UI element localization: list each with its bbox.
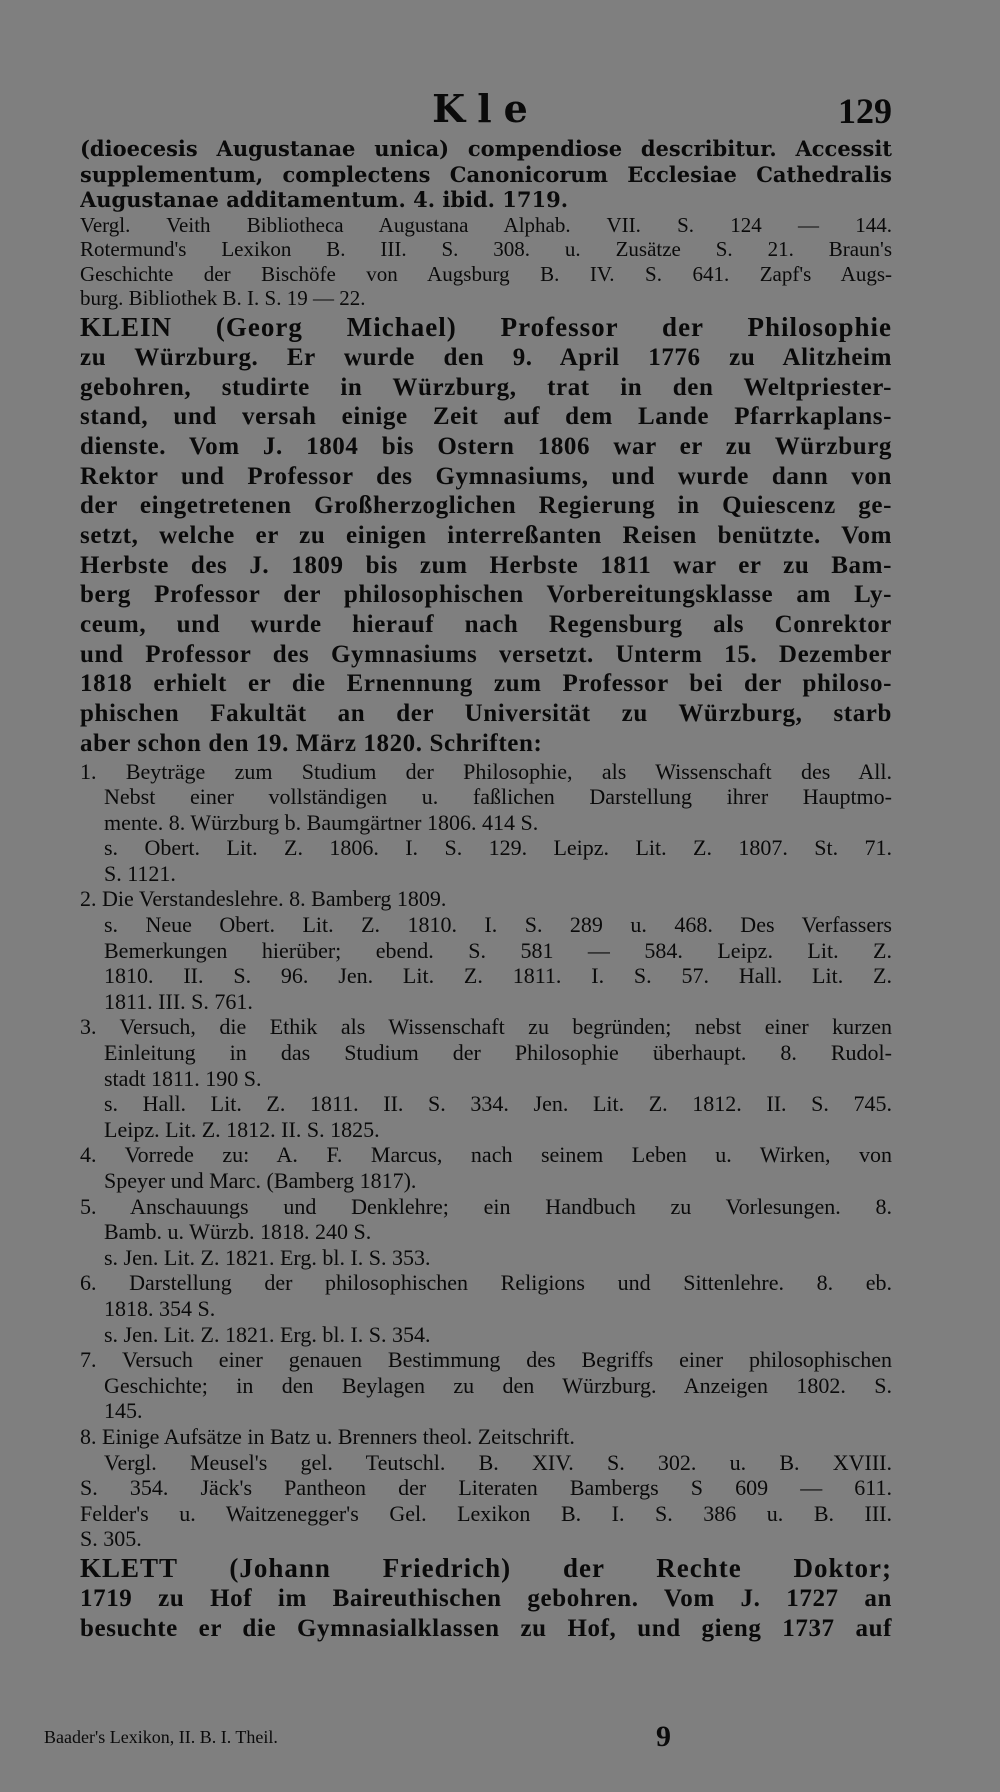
text-line: 5. Anschauungs und Denklehre; ein Handbuch zu Vorlesungen. 8.	[80, 1193, 892, 1219]
text-line: Rotermund's Lexikon B. III. S. 308. u. Zusätze S. 21. Braun's	[80, 237, 892, 262]
text-line: 3. Versuch, die Ethik als Wissenschaft zu begründen; nebst einer kurzen	[80, 1014, 892, 1040]
text-line: dienste. Vom J. 1804 bis Ostern 1806 war er zu Würzburg	[80, 432, 892, 460]
text-line: S. 354. Jäck's Pantheon der Literaten Bambergs S 609 — 611.	[80, 1475, 892, 1501]
text-line: Herbste des J. 1809 bis zum Herbste 1811 war er zu Bam-	[80, 551, 892, 579]
text-line: Einleitung in das Studium der Philosophie überhaupt. 8. Rudol-	[104, 1040, 892, 1066]
page-header	[80, 84, 892, 134]
text-line: Nebst einer vollständigen u. faßlichen Darstellung ihrer Hauptmo-	[104, 784, 892, 810]
text-line: 1818. 354 S.	[104, 1295, 216, 1321]
text-line: Geschichte der Bischöfe von Augsburg B. IV. S. 641. Zapf's Augs-	[80, 261, 892, 286]
text-line: mente. 8. Würzburg b. Baumgärtner 1806. 414 S.	[104, 809, 539, 835]
text-line: setzt, welche er zu einigen interreßanten Reisen benützte. Vom	[80, 522, 892, 549]
text-line: Rektor und Professor des Gymnasiums, und wurde dann von	[80, 462, 892, 490]
text-line: KLEIN (Georg Michael) Professor der Philosophie	[80, 311, 892, 342]
running-head: Kle	[432, 86, 540, 131]
text-line: supplementum, complectens Canonicorum Ecclesiae Cathedralis	[80, 161, 892, 187]
text-line: besuchte er die Gymnasialklassen zu Hof, und gieng 1737 auf	[80, 1614, 892, 1642]
text-line: s. Hall. Lit. Z. 1811. II. S. 334. Jen. Lit. Z. 1812. II. S. 745.	[104, 1091, 892, 1117]
text-line: S. 305.	[80, 1526, 142, 1552]
text-line: zu Würzburg. Er wurde den 9. April 1776 zu Alitzheim	[80, 343, 892, 371]
text-line: 2. Die Verstandeslehre. 8. Bamberg 1809.	[80, 886, 447, 912]
text-line: stadt 1811. 190 S.	[104, 1065, 262, 1091]
text-line: 145.	[104, 1398, 143, 1424]
text-line: s. Obert. Lit. Z. 1806. I. S. 129. Leipz. Lit. Z. 1807. St. 71.	[104, 835, 892, 861]
text-line: 6. Darstellung der philosophischen Religions und Sittenlehre. 8. eb.	[80, 1270, 892, 1296]
text-line: burg. Bibliothek B. I. S. 19 — 22.	[80, 286, 366, 311]
text-line: Vergl. Meusel's gel. Teutschl. B. XIV. S. 302. u. B. XVIII.	[104, 1449, 892, 1475]
text-line: aber schon den 19. März 1820. Schriften:	[80, 729, 543, 757]
text-line: Bemerkungen hierüber; ebend. S. 581 — 584. Leipz. Lit. Z.	[104, 937, 892, 963]
text-line: Felder's u. Waitzenegger's Gel. Lexikon B. I. S. 386 u. B. III.	[80, 1500, 892, 1526]
text-line: Bamb. u. Würzb. 1818. 240 S.	[104, 1219, 372, 1245]
text-line: Speyer und Marc. (Bamberg 1817).	[104, 1168, 417, 1193]
text-line: berg Professor der philosophischen Vorbereitungsklasse am Ly-	[80, 581, 892, 609]
text-line: Augustanae additamentum. 4. ibid. 1719.	[80, 187, 569, 212]
text-line: 1. Beyträge zum Studium der Philosophie, als Wissenschaft des All.	[80, 758, 892, 784]
text-line: 7. Versuch einer genauen Bestimmung des Begriffs einer philosophischen	[80, 1347, 892, 1373]
text-line: 4. Vorrede zu: A. F. Marcus, nach seinem Leben u. Wirken, von	[80, 1142, 892, 1168]
text-line: KLETT (Johann Friedrich) der Rechte Doktor;	[80, 1552, 892, 1583]
text-line: und Professor des Gymnasiums versetzt. Unterm 15. Dezember	[80, 640, 892, 668]
text-line: ceum, und wurde hierauf nach Regensburg als Conrektor	[80, 611, 892, 639]
text-line: 1810. II. S. 96. Jen. Lit. Z. 1811. I. S. 57. Hall. Lit. Z.	[104, 963, 892, 989]
text-line: stand, und versah einige Zeit auf dem Lande Pfarrkaplans-	[80, 403, 892, 431]
text-line: (dioecesis Augustanae unica) compendiose describitur. Accessit	[80, 136, 892, 161]
text-line: s. Neue Obert. Lit. Z. 1810. I. S. 289 u. 468. Des Verfassers	[104, 912, 892, 938]
text-line: 1818 erhielt er die Ernennung zum Professor bei der philoso-	[80, 670, 892, 698]
text-line: Leipz. Lit. Z. 1812. II. S. 1825.	[104, 1116, 380, 1142]
page-number: 129	[838, 91, 892, 131]
text-line: phischen Fakultät an der Universität zu Würzburg, starb	[80, 700, 892, 728]
text-body	[80, 136, 892, 1643]
signature-mark: 9	[656, 1720, 671, 1753]
text-line: 1719 zu Hof im Baireuthischen gebohren. Vom J. 1727 an	[80, 1584, 892, 1612]
text-line: gebohren, studirte in Würzburg, trat in den Weltpriester-	[80, 373, 892, 401]
text-line: der eingetretenen Großherzoglichen Regierung in Quiescenz ge-	[80, 492, 892, 520]
text-line: 8. Einige Aufsätze in Batz u. Brenners theol. Zeitschrift.	[80, 1423, 575, 1449]
text-line: Vergl. Veith Bibliotheca Augustana Alphab. VII. S. 124 — 144.	[80, 212, 892, 237]
page-footer	[44, 1722, 892, 1752]
text-line: Geschichte; in den Beylagen zu den Würzburg. Anzeigen 1802. S.	[104, 1372, 892, 1398]
text-line: s. Jen. Lit. Z. 1821. Erg. bl. I. S. 354.	[104, 1321, 431, 1347]
text-line: S. 1121.	[104, 860, 176, 886]
signature-line: Baader's Lexikon, II. B. I. Theil.	[44, 1727, 278, 1747]
text-line: s. Jen. Lit. Z. 1821. Erg. bl. I. S. 353.	[104, 1244, 431, 1270]
text-line: 1811. III. S. 761.	[104, 988, 253, 1014]
